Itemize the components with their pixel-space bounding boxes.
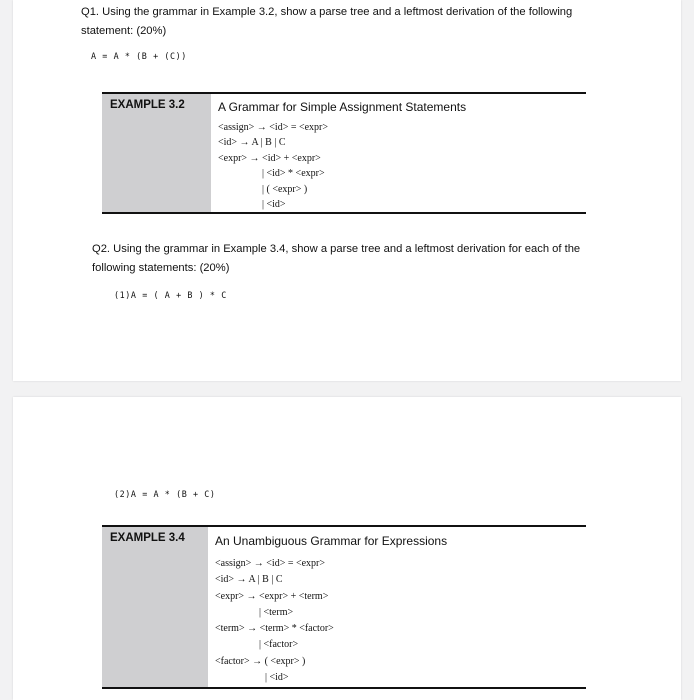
example-3-2-label: EXAMPLE 3.2 (102, 94, 211, 212)
question-2-line-1: Q2. Using the grammar in Example 3.4, show a parse tree and a leftmost derivation for each of the (92, 243, 581, 255)
question-2-line-2: following statements: (20%) (92, 262, 230, 274)
example-3-4-box (102, 525, 586, 689)
grammar-rule: <assign> → <id> = <expr> (218, 122, 329, 133)
grammar-rule: <term> → <term> * <factor> (215, 623, 334, 635)
question-2-statement-2: (2)A = A * (B + C) (114, 489, 216, 499)
example-3-2-title: A Grammar for Simple Assignment Statements (218, 100, 467, 114)
grammar-rule: | <term> (259, 606, 294, 618)
question-2-statement-1: (1)A = ( A + B ) * C (114, 290, 227, 300)
example-3-4-label: EXAMPLE 3.4 (102, 527, 208, 687)
page-card-2 (13, 397, 681, 700)
grammar-rule: <expr> → <expr> + <term> (215, 590, 329, 602)
example-3-4-title: An Unambiguous Grammar for Expressions (215, 534, 448, 548)
grammar-rule: <assign> → <id> = <expr> (215, 558, 326, 569)
example-3-2-box (102, 92, 586, 214)
example-3-2-rules (218, 120, 328, 212)
page-card-1 (13, 0, 681, 381)
grammar-rule: | <id> * <expr> (262, 168, 325, 180)
example-3-4-rules (215, 556, 334, 686)
grammar-rule: <id> → A | B | C (215, 574, 283, 586)
grammar-rule: | <factor> (259, 639, 299, 651)
grammar-rule: <expr> → <id> + <expr> (218, 152, 321, 164)
grammar-rule: | ( <expr> ) (262, 183, 308, 195)
grammar-rule: <factor> → ( <expr> ) (215, 655, 306, 667)
question-1 (81, 3, 572, 41)
question-1-line-2: statement: (20%) (81, 25, 167, 37)
grammar-rule: | <id> (265, 672, 289, 684)
question-1-statement: A = A * (B + (C)) (91, 51, 187, 61)
grammar-rule: <id> → A | B | C (218, 137, 286, 149)
grammar-rule: | <id> (262, 199, 286, 211)
question-2 (92, 240, 580, 278)
question-1-line-1: Q1. Using the grammar in Example 3.2, show a parse tree and a leftmost derivation of the following (81, 6, 573, 18)
